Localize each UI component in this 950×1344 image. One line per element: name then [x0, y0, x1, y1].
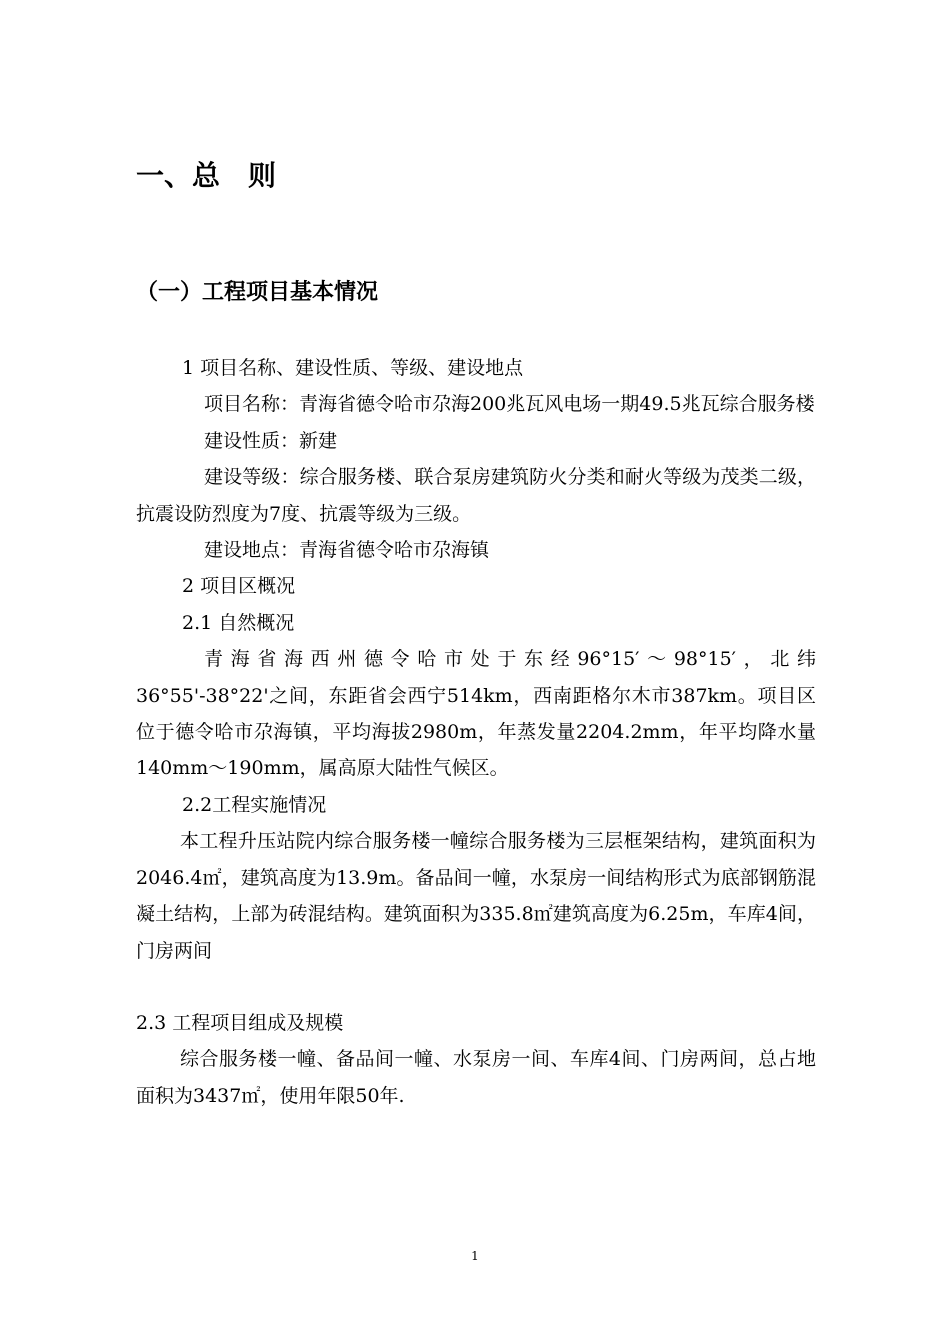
paragraph-natural-overview: 青海省海西州德令哈市处于东经96°15′～98°15′，北纬36°55'-38°22'之间，东距省会西宁514km，西南距格尔木市387km。项目区位于德令哈市尕海镇，平均海拔2980m，年蒸发量2204.2mm，年平均降水量140mm～190mm，属高原大陆性气候区。 — [136, 648, 816, 780]
item-heading-composition-scale: 2.3 工程项目组成及规模 — [136, 1011, 344, 1034]
paragraph-construction-nature: 建设性质：新建 — [204, 429, 338, 452]
item-heading-implementation: 2.2工程实施情况 — [182, 793, 327, 816]
paragraph-implementation: 本工程升压站院内综合服务楼一幢综合服务楼为三层框架结构，建筑面积为2046.4㎡，建筑高度为13.9m。备品间一幢，水泵房一间结构形式为底部钢筋混凝土结构，上部为砖混结构。建筑面积为335.8㎡建筑高度为6.25m，车库4间，门房两间 — [136, 830, 816, 962]
blank-line — [136, 969, 816, 1005]
item-heading-natural-overview: 2.1 自然概况 — [182, 611, 295, 634]
subsection-heading: （一）工程项目基本情况 — [136, 280, 379, 305]
paragraph-construction-grade: 建设等级：综合服务楼、联合泵房建筑防火分类和耐火等级为茂类二级，抗震设防烈度为7度、抗震等级为三级。 — [136, 466, 816, 525]
paragraph-project-name: 项目名称：青海省德令哈市尕海200兆瓦风电场一期49.5兆瓦综合服务楼 — [204, 393, 815, 416]
body-text — [136, 350, 816, 1114]
item-heading-project-info: 1 项目名称、建设性质、等级、建设地点 — [182, 357, 524, 379]
section-heading: 一、总 则 — [136, 159, 277, 192]
paragraph-composition-scale: 综合服务楼一幢、备品间一幢、水泵房一间、车库4间、门房两间，总占地面积为3437㎡，使用年限50年. — [136, 1048, 816, 1107]
item-heading-area-overview: 2 项目区概况 — [182, 575, 296, 598]
page-number: 1 — [471, 1249, 479, 1263]
paragraph-construction-site: 建设地点：青海省德令哈市尕海镇 — [204, 539, 490, 562]
